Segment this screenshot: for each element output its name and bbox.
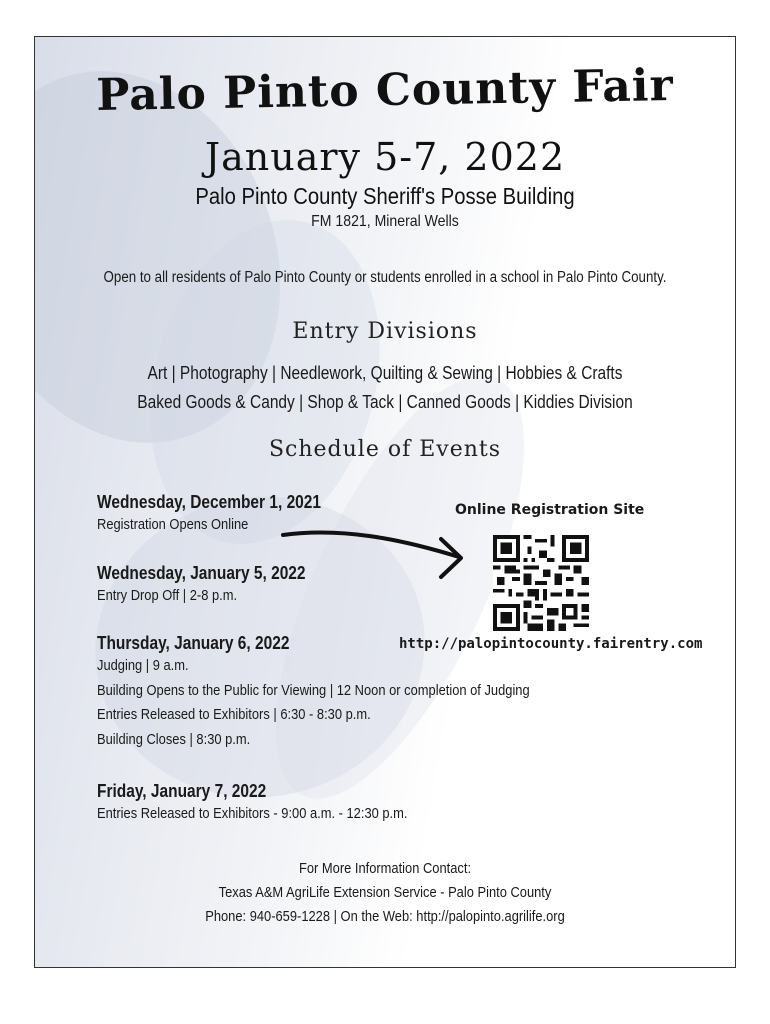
fair-flyer [34, 36, 736, 968]
arrow-icon [281, 517, 471, 587]
entry-divisions-heading: Entry Divisions [292, 319, 478, 344]
event-detail: Judging | 9 a.m. [97, 657, 189, 674]
contact-line: Phone: 940-659-1228 | On the Web: http://palopinto.agrilife.org [205, 908, 565, 925]
venue-address: FM 1821, Mineral Wells [311, 213, 459, 230]
event-date: Friday, January 7, 2022 [97, 781, 267, 801]
contact-info [84, 857, 686, 929]
event-date: Wednesday, December 1, 2021 [97, 492, 322, 512]
event-date: Wednesday, January 5, 2022 [97, 563, 306, 583]
eligibility-note: Open to all residents of Palo Pinto County or students enrolled in a school in Palo Pinto County. [103, 269, 667, 286]
event-detail: Entries Released to Exhibitors | 6:30 - 8:30 p.m. [97, 706, 371, 723]
contact-line: For More Information Contact: [298, 860, 472, 877]
entry-divisions-list [84, 359, 686, 417]
event-detail: Entries Released to Exhibitors - 9:00 a.m. - 12:30 p.m. [97, 805, 408, 822]
divisions-line: Baked Goods & Candy | Shop & Tack | Canned Goods | Kiddies Division [137, 392, 633, 412]
event-detail: Building Opens to the Public for Viewing | 12 Noon or completion of Judging [97, 681, 530, 699]
event-detail: Registration Opens Online [97, 516, 249, 533]
event-detail: Building Closes | 8:30 p.m. [97, 730, 251, 748]
fair-title: Palo Pinto County Fair [95, 59, 675, 122]
registration-url-link[interactable]: http://palopintocounty.fairentry.com [399, 636, 703, 652]
event-detail: Entry Drop Off | 2-8 p.m. [97, 587, 238, 604]
divisions-line: Art | Photography | Needlework, Quilting & Sewing | Hobbies & Crafts [147, 363, 623, 383]
event-date: Thursday, January 6, 2022 [97, 633, 290, 653]
contact-line: Texas A&M AgriLife Extension Service - Palo Pinto County [218, 884, 552, 901]
registration-label: Online Registration Site [455, 502, 645, 518]
venue-name: Palo Pinto County Sheriff's Posse Building [195, 183, 575, 209]
schedule-heading: Schedule of Events [268, 437, 502, 462]
fair-dates: January 5-7, 2022 [204, 135, 566, 179]
qr-code-icon[interactable] [493, 535, 589, 631]
event-block [97, 781, 458, 827]
